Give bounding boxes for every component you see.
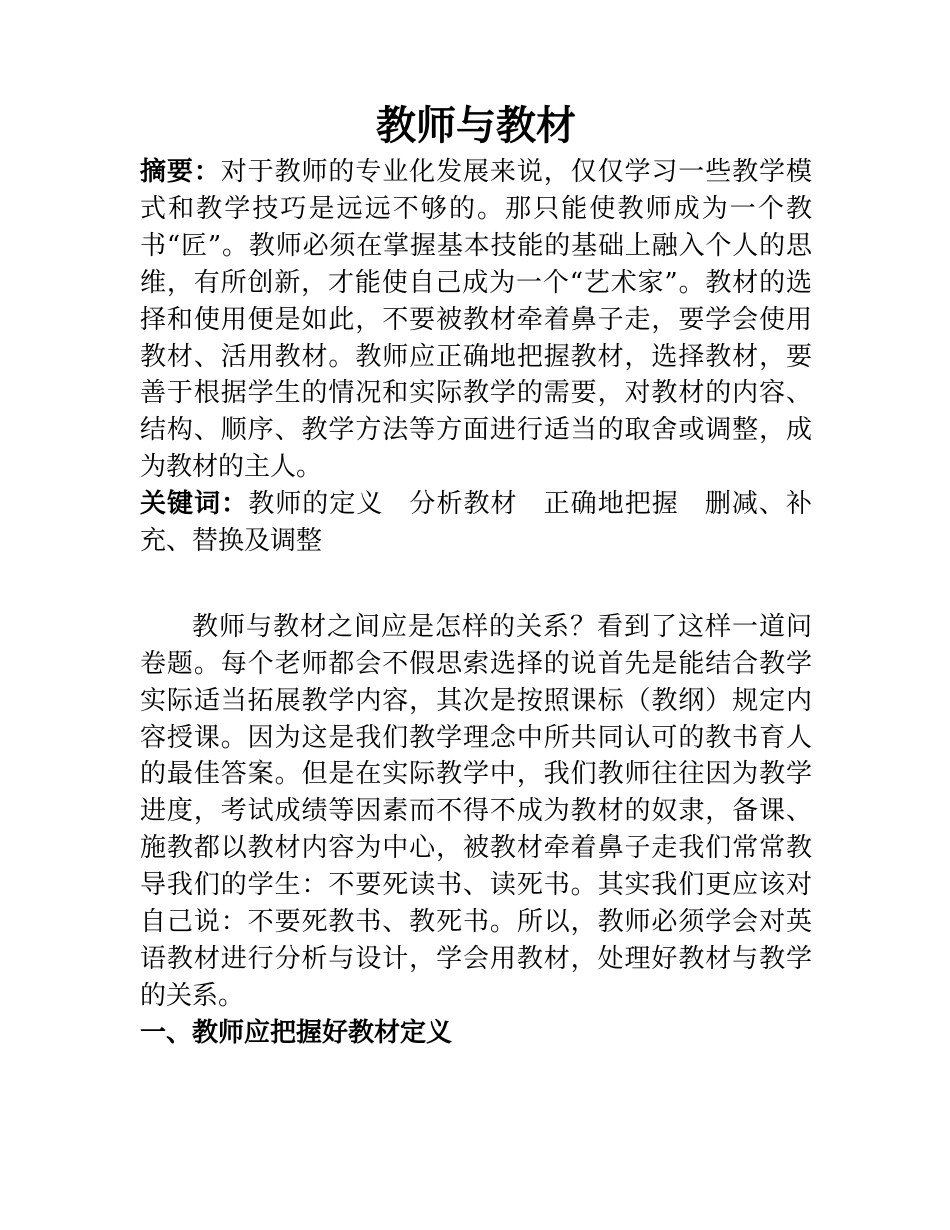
keyword-item: 删减、补充、替换及调整: [140, 489, 812, 557]
blank-line: [140, 560, 812, 597]
keywords-label: 关键词：: [140, 489, 249, 520]
document-page: [140, 98, 812, 1052]
document-title: 教师与教材: [376, 103, 576, 149]
keyword-item: 正确地把握: [543, 489, 679, 520]
abstract-label: 摘要：: [140, 157, 221, 187]
keyword-item: 分析教材: [409, 489, 518, 520]
body-paragraph: 教师与教材之间应是怎样的关系？看到了这样一道问卷题。每个老师都会不假思索选择的说首先是能结合教学实际适当拓展教学内容，其次是按照课标（教纲）规定内容授课。因为这是我们教学理念中所共同认可的教书育人的最佳答案。但是在实际教学中，我们教师往往因为教学进度，考试成绩等因素而不得不成为教材的奴隶，备课、施教都以教材内容为中心，被教材牵着鼻子走我们常常教导我们的学生：不要死读书、读死书。其实我们更应该对自己说：不要死教书、教死书。所以，教师必须学会对英语教材进行分析与设计，学会用教材，处理好教材与教学的关系。: [140, 611, 812, 1011]
keywords-paragraph: [140, 486, 812, 560]
keyword-item: 教师的定义: [248, 489, 384, 520]
abstract-paragraph: [140, 154, 812, 486]
section-heading: 一、教师应把握好教材定义: [140, 1017, 453, 1048]
abstract-text: 对于教师的专业化发展来说，仅仅学习一些教学模式和教学技巧是远远不够的。那只能使教师成为一个教书“匠”。教师必须在掌握基本技能的基础上融入个人的思维，有所创新，才能使自己成为一个“艺术家”。教材的选择和使用便是如此，不要被教材牵着鼻子走，要学会使用教材、活用教材。教师应正确地把握教材，选择教材，要善于根据学生的情况和实际教学的需要，对教材的内容、结构、顺序、教学方法等方面进行适当的取舍或调整，成为教材的主人。: [140, 157, 812, 483]
